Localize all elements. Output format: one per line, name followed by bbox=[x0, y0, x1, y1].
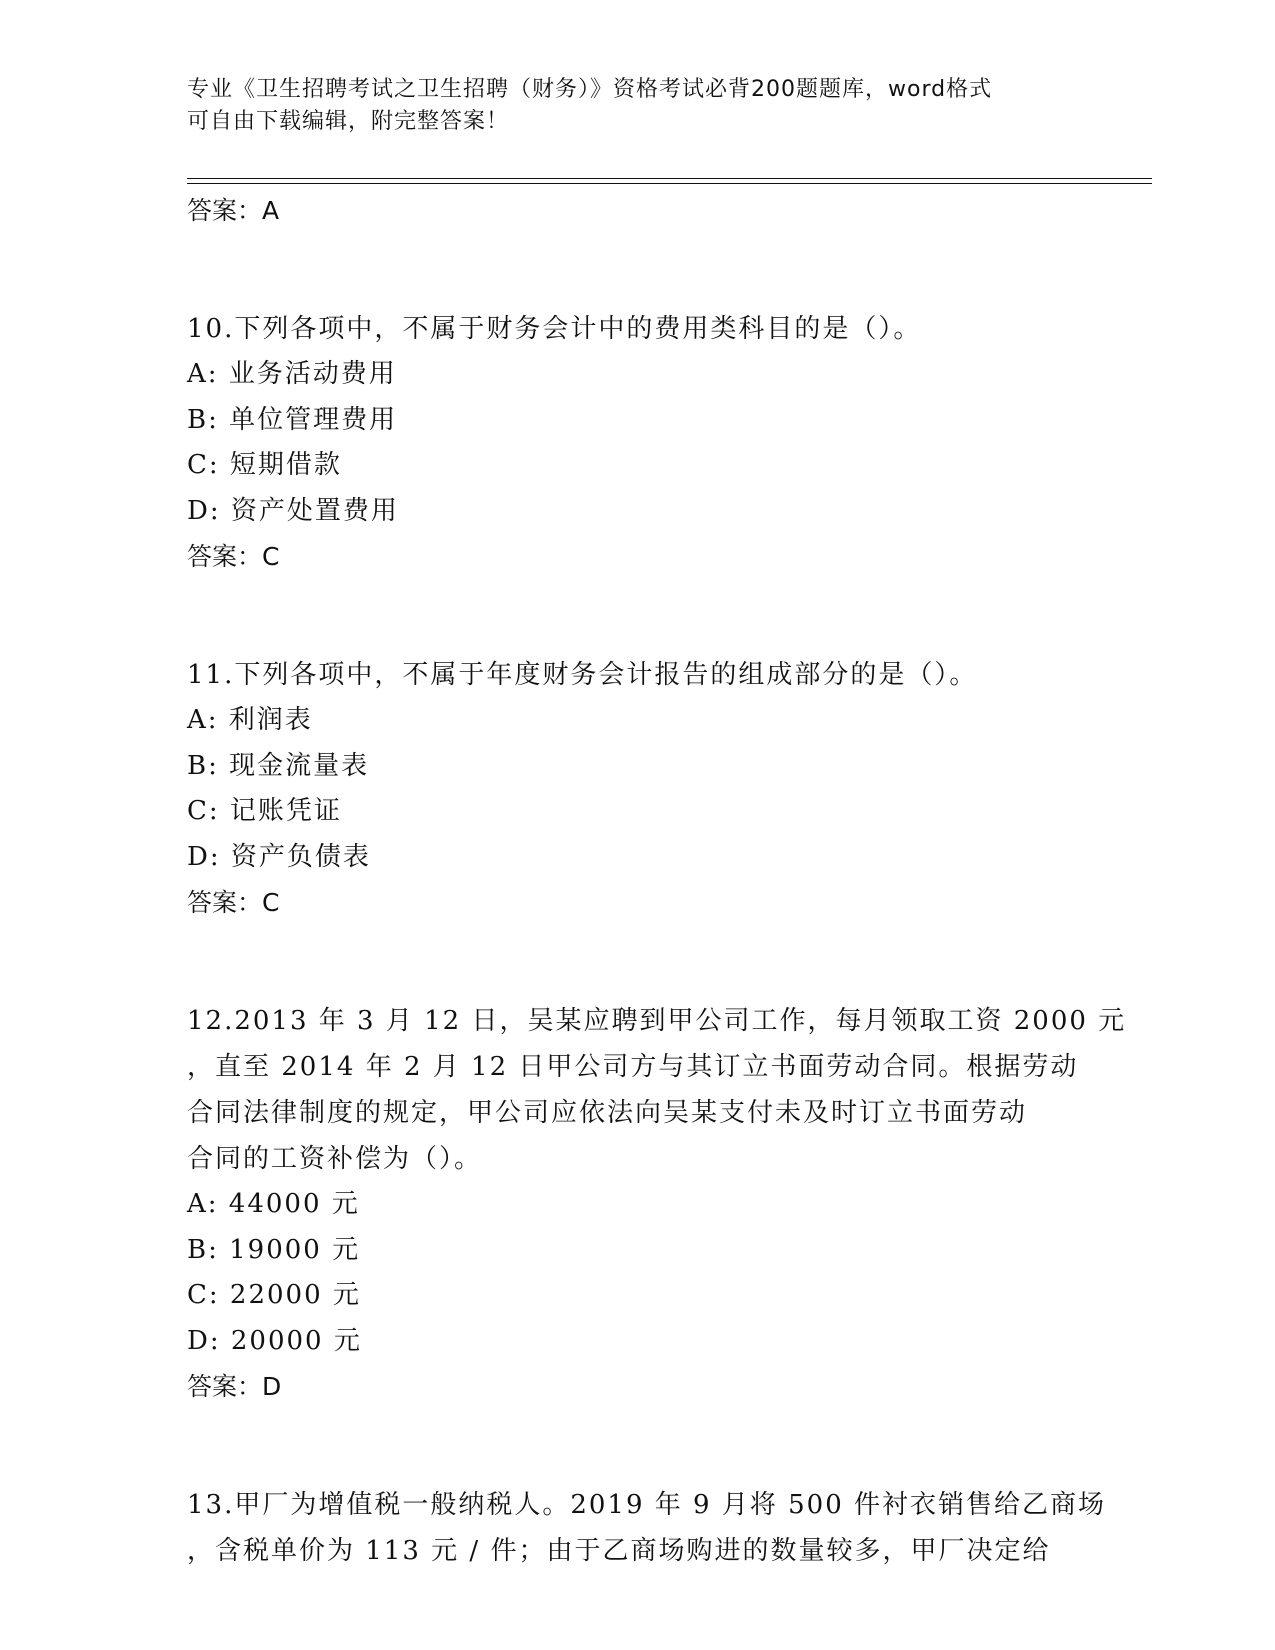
question-11 bbox=[187, 652, 1087, 926]
question-13 bbox=[187, 1482, 1107, 1574]
question-11-option-d: D: 资产负债表 bbox=[187, 841, 371, 872]
question-10-option-a: A: 业务活动费用 bbox=[187, 359, 397, 389]
answer-10: 答案：C bbox=[187, 542, 280, 571]
question-12-option-a: A: 44000 元 bbox=[187, 1189, 360, 1219]
spacer bbox=[187, 580, 1087, 652]
answer-12: 答案：D bbox=[187, 1372, 282, 1401]
spacer bbox=[187, 1410, 1087, 1482]
question-12-option-b: B: 19000 元 bbox=[187, 1234, 361, 1265]
question-11-option-c: C: 记账凭证 bbox=[187, 796, 342, 826]
question-10-text: 10.下列各项中，不属于财务会计中的费用类科目的是（）。 bbox=[187, 314, 922, 344]
question-12-option-d: D: 20000 元 bbox=[187, 1325, 362, 1356]
question-12-text-line-3: 合同法律制度的规定，甲公司应依法向吴某支付未及时订立书面劳动 bbox=[187, 1098, 1028, 1128]
header-line-1: 专业《卫生招聘考试之卫生招聘（财务）》资格考试必背200题题库，word格式 bbox=[187, 77, 993, 102]
question-10-option-d: D: 资产处置费用 bbox=[187, 495, 399, 526]
document-header bbox=[187, 74, 1067, 138]
question-10-option-c: C: 短期借款 bbox=[187, 450, 342, 480]
spacer bbox=[187, 926, 1087, 998]
question-12-text-line-1: 12.2013 年 3 月 12 日，吴某应聘到甲公司工作，每月领取工资 2000 元 bbox=[187, 1006, 1127, 1036]
question-10 bbox=[187, 306, 1087, 580]
answer-9: 答案：A bbox=[187, 196, 280, 225]
question-12-text-line-4: 合同的工资补偿为（）。 bbox=[187, 1144, 483, 1174]
question-13-text-line-1: 13.甲厂为增值税一般纳税人。2019 年 9 月将 500 件衬衣销售给乙商场 bbox=[187, 1490, 1107, 1520]
question-13-text-line-2: ，含税单价为 113 元 / 件；由于乙商场购进的数量较多，甲厂决定给 bbox=[187, 1536, 1051, 1566]
header-rule-bottom bbox=[187, 183, 1152, 184]
header-rule-top bbox=[187, 178, 1152, 179]
question-12-text-line-2: ，直至 2014 年 2 月 12 日甲公司方与其订立书面劳动合同。根据劳动 bbox=[187, 1052, 1079, 1082]
question-10-option-b: B: 单位管理费用 bbox=[187, 404, 398, 435]
spacer bbox=[187, 234, 1087, 306]
question-11-text: 11.下列各项中，不属于年度财务会计报告的组成部分的是（）。 bbox=[187, 660, 978, 690]
question-list bbox=[187, 188, 1127, 1574]
answer-11: 答案：C bbox=[187, 888, 280, 917]
question-11-option-b: B: 现金流量表 bbox=[187, 750, 370, 781]
question-12 bbox=[187, 998, 1127, 1410]
header-line-2: 可自由下载编辑，附完整答案！ bbox=[187, 109, 510, 134]
question-11-option-a: A: 利润表 bbox=[187, 705, 313, 735]
question-12-option-c: C: 22000 元 bbox=[187, 1280, 361, 1310]
